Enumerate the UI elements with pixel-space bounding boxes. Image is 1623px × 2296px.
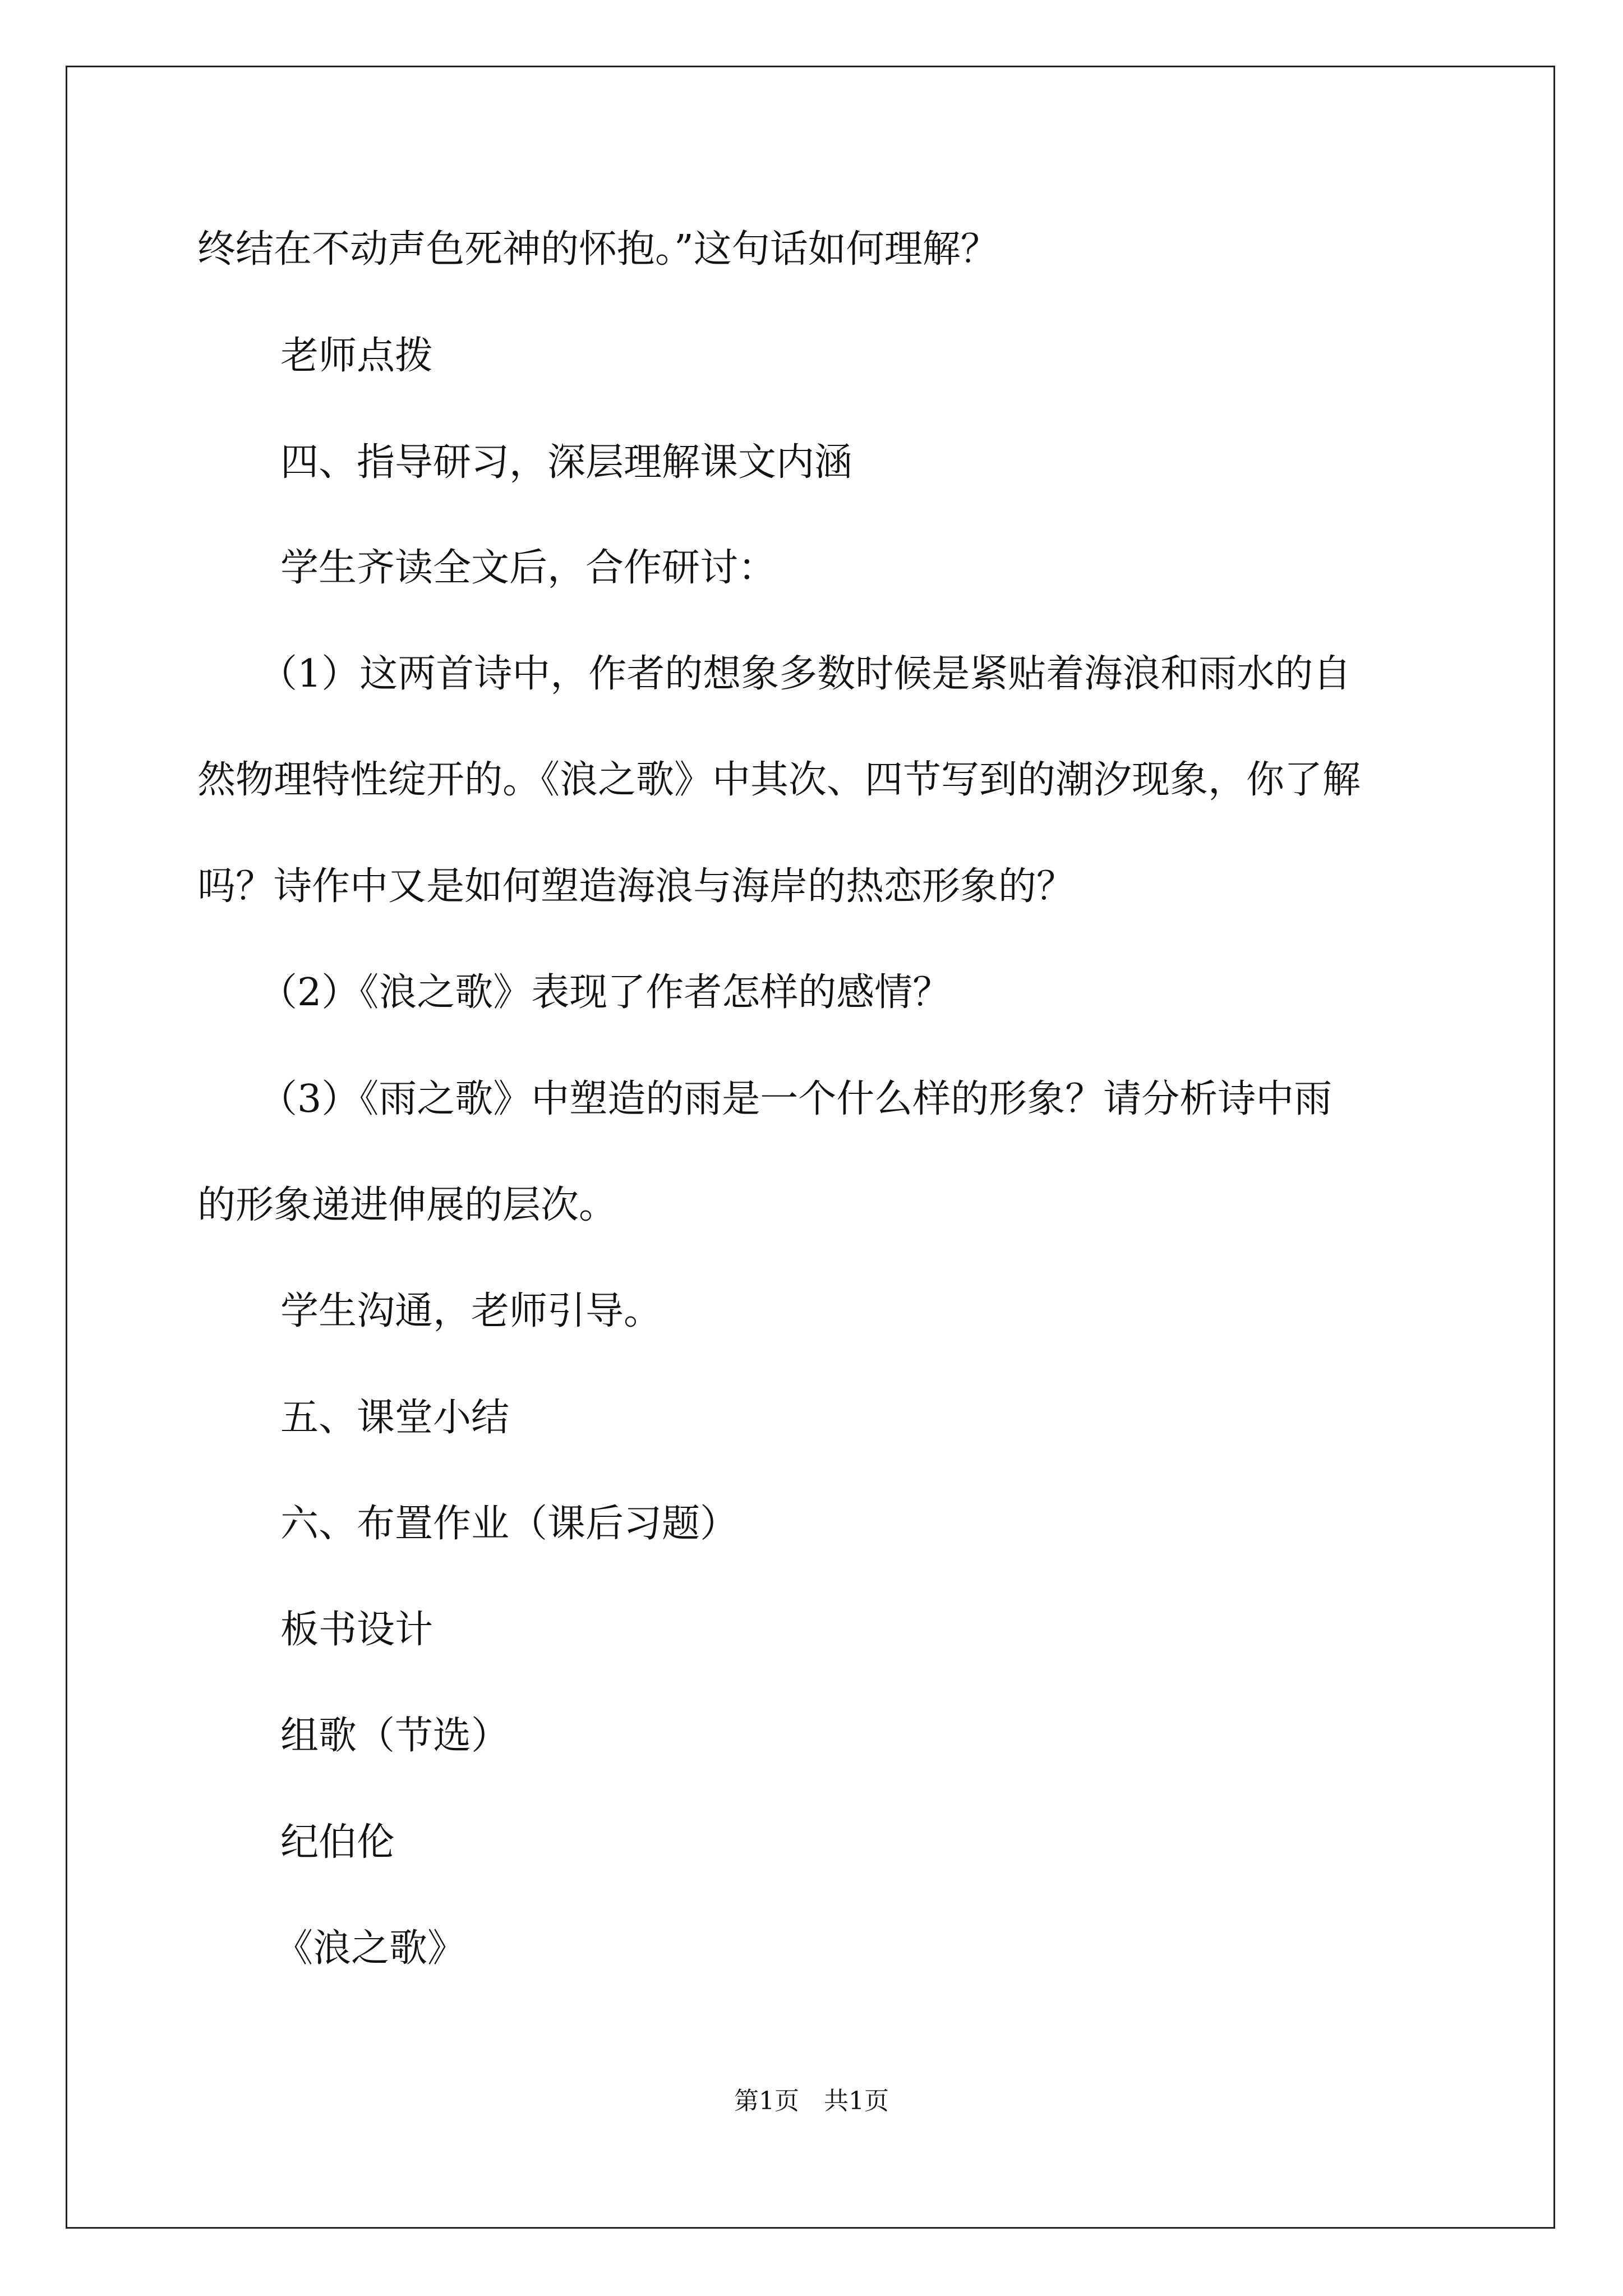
- text-line: 板书设计: [280, 1608, 434, 1652]
- question-3-line-1: （3）《雨之歌》中塑造的雨是一个什么样的形象？请分析诗中雨: [259, 1077, 1332, 1121]
- text-line: 终结在不动声色死神的怀抱。”这句话如何理解？: [197, 227, 999, 272]
- text-line: 纪伯伦: [280, 1820, 395, 1865]
- page-border: [66, 66, 1555, 2229]
- text-line: 组歌（节选）: [280, 1714, 510, 1758]
- text-line: 学生沟通，老师引导。: [280, 1289, 662, 1333]
- section-heading: 五、课堂小结: [280, 1396, 510, 1440]
- section-heading: 四、指导研习，深层理解课文内涵: [280, 440, 853, 485]
- question-3-line-2: 的形象递进伸展的层次。: [197, 1183, 617, 1227]
- question-1-line-1: （1）这两首诗中，作者的想象多数时候是紧贴着海浪和雨水的自: [259, 652, 1352, 696]
- page-number-footer: 第1页 共1页: [734, 2087, 889, 2115]
- text-line: 老师点拨: [280, 334, 434, 378]
- question-1-line-3: 吗？诗作中又是如何塑造海浪与海岸的热恋形象的？: [197, 864, 1075, 909]
- text-line: 学生齐读全文后，合作研讨：: [280, 546, 777, 590]
- text-line: 《浪之歌》: [275, 1926, 466, 1971]
- section-heading: 六、布置作业（课后习题）: [280, 1502, 739, 1546]
- question-2: （2）《浪之歌》表现了作者怎样的感情？: [259, 970, 951, 1015]
- question-1-line-2: 然物理特性绽开的。《浪之歌》中其次、四节写到的潮汐现象，你了解: [197, 758, 1361, 802]
